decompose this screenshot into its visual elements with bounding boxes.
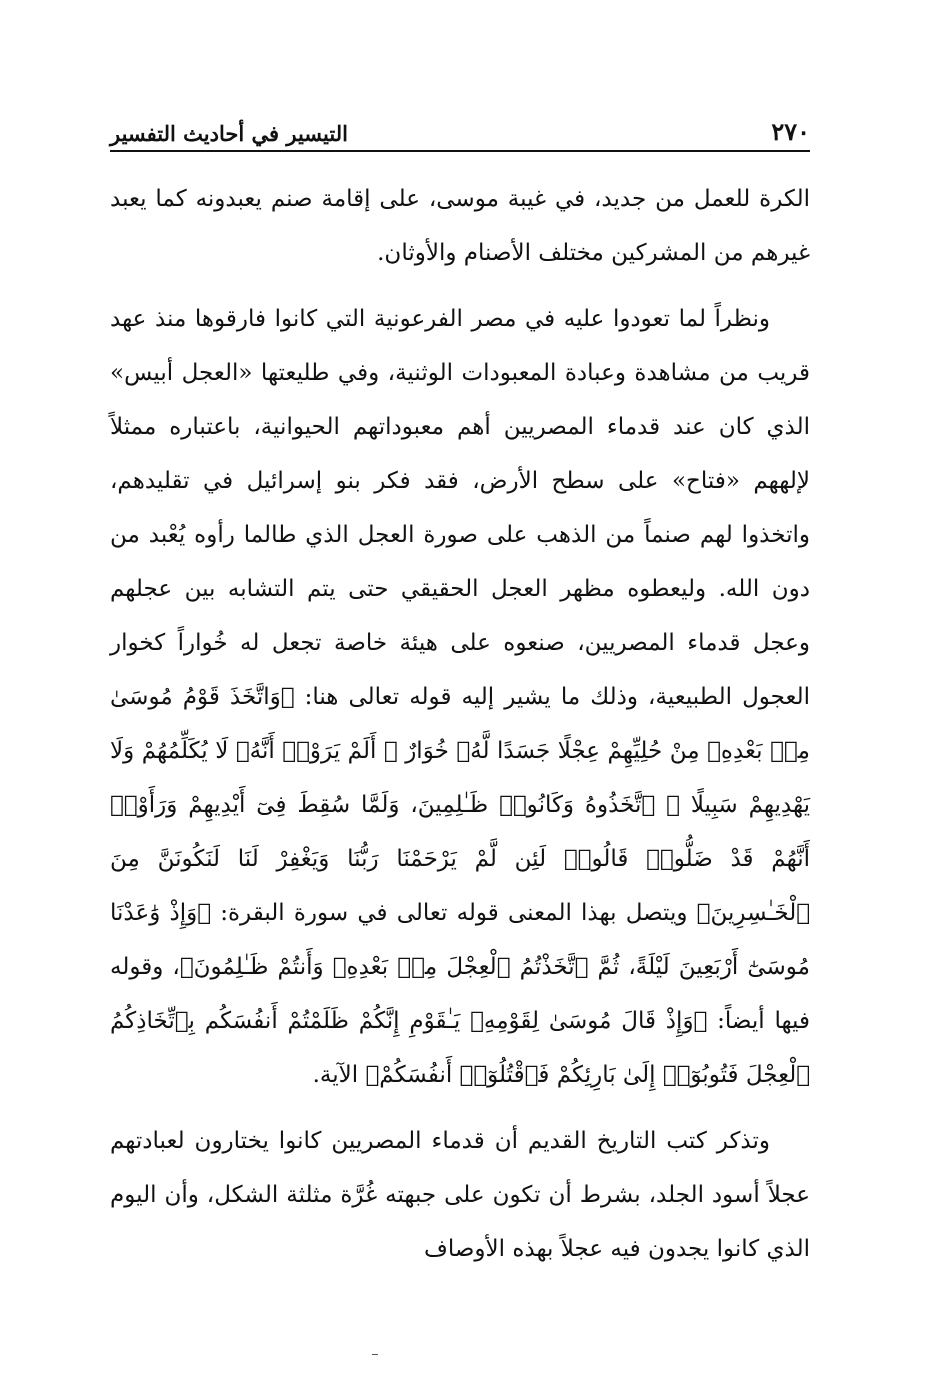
- paragraph-golden-calf: ونظراً لما تعودوا عليه في مصر الفرعونية التي كانوا فارقوها منذ عهد قريب من مشاهدة وعبادة المعبودات الوثنية، وفي طليعتها «العجل أبيس» الذي كان عند قدماء المصريين أهم معبوداتهم الحيوانية، باعتباره ممثلاً لإلههم «فتاح» على سطح الأرض، فقد فكر بنو إسرائيل في تقليدهم، واتخذوا لهم صنماً من الذهب على صورة العجل الذي طالما رأوه يُعْبد من دون الله. وليعطوه مظهر العجل الحقيقي حتى يتم التشابه بين عجلهم وعجل قدماء المصريين، صنعوه على هيئة خاصة تجعل له خُواراً كخوار العجول الطبيعية، وذلك ما يشير إليه قوله تعالى هنا: ﴿وَاتَّخَذَ قَوْمُ مُوسَىٰ مِنۢ بَعْدِهِۦ مِنْ حُلِيِّهِمْ عِجْلًا جَسَدًا لَّهُۥ خُوَارٌ ۚ أَلَمْ يَرَوْا۟ أَنَّهُۥ لَا يُكَلِّمُهُمْ وَلَا يَهْدِيهِمْ سَبِيلًا ۘ ٱتَّخَذُوهُ وَكَانُوا۟ ظَـٰلِمِينَ، وَلَمَّا سُقِطَ فِىٓ أَيْدِيهِمْ وَرَأَوْا۟ أَنَّهُمْ قَدْ ضَلُّوا۟ قَالُوا۟ لَئِن لَّمْ يَرْحَمْنَا رَبُّنَا وَيَغْفِرْ لَنَا لَنَكُونَنَّ مِنَ ٱلْخَـٰسِرِينَ﴾ ويتصل بهذا المعنى قوله تعالى في سورة البقرة: ﴿وَإِذْ وَٰعَدْنَا مُوسَىٰٓ أَرْبَعِينَ لَيْلَةً، ثُمَّ ٱتَّخَذْتُمُ ٱلْعِجْلَ مِنۢ بَعْدِهِۦ وَأَنتُمْ ظَـٰلِمُونَ﴾، وقوله فيها أيضاً: ﴿وَإِذْ قَالَ مُوسَىٰ لِقَوْمِهِۦ يَـٰقَوْمِ إِنَّكُمْ ظَلَمْتُمْ أَنفُسَكُم بِٱتِّخَاذِكُمُ ٱلْعِجْلَ فَتُوبُوٓا۟ إِلَىٰ بَارِئِكُمْ فَٱقْتُلُوٓا۟ أَنفُسَكُمْ﴾ الآية.: [110, 306, 810, 1088]
- footer-mark: [372, 1354, 378, 1355]
- page-body: [110, 172, 810, 1276]
- paragraph-history: وتذكر كتب التاريخ القديم أن قدماء المصريين كانوا يختارون لعبادتهم عجلاً أسود الجلد، بشرط أن تكون على جبهته غُرَّة مثلثة الشكل، وأن اليوم الذي كانوا يجدون فيه عجلاً بهذه الأوصاف: [110, 1128, 810, 1262]
- paragraph-continuation: الكرة للعمل من جديد، في غيبة موسى، على إقامة صنم يعبدونه كما يعبد غيرهم من المشركين مختلف الأصنام والأوثان.: [110, 186, 810, 266]
- running-header: [110, 112, 810, 146]
- page-number: ٢٧٠: [771, 117, 810, 146]
- book-title: التيسير في أحاديث التفسير: [110, 121, 348, 146]
- header-divider: [110, 150, 810, 152]
